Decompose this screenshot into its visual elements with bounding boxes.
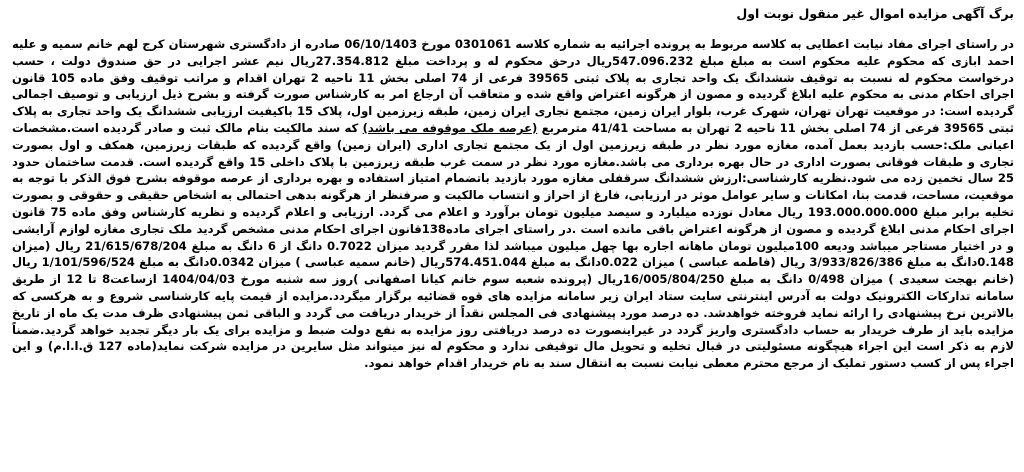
waqf-note: (عرصه ملک موقوفه می باشد) — [362, 120, 538, 135]
notice-title: برگ آگهی مزایده اموال غیر منقول نوبت اول — [736, 6, 1014, 21]
notice-body — [12, 36, 1014, 372]
notice-body-part2: که سند مالکیت بنام مالک ثبت و صادر گردیده است.مشخصات اعیانی ملک:حسب بازدید بعمل آمده، مغازه مورد نظر در طبقه زیرزمین اول از یک مجتمع تجاری اداری (ایران زمین) واقع گردیده که طبقات زیرزمین، همکف و اول بصورت تجاری و طبقات فوقانی بصورت اداری در حال بهره برداری می باشد.مغازه مورد نظر در سمت غرب طبقه زیرزمین با پلاک داخلی 15 واقع گردیده است. قدمت ساختمان حدود 25 سال تخمین زده می شود.نظریه کارشناسی:ارزش ششدانگ سرقفلی مغازه مورد بازدید باتضمام امتیاز استفاده و بهره برداری از عرصه موقوفه بشرح فوق الذکر با توجه به موقعیت، مساحت، قدمت بنا، امکانات و سایر عوامل موثر در ارزیابی، فارغ از احراز و انتساب مالکیت و صرفنظر از هرگونه بدهی احتمالی به اشخاص حقیقی و حقوقی و بصورت تخلیه برابر مبلغ 193.000.000.000 ریال معادل نوزده میلیارد و سیصد میلیون تومان برآورد و اعلام می گردد. ارزیابی و اعلام گردیده و نظریه کارشناس وفق ماده 75 قانون اجرای احکام مدنی ابلاغ گردیده و مصون از هرگونه اعتراض باقی مانده است .در راستای اجرای ماده138قانون اجرای احکام مدنی مشخص گردید ملک تجاری مغازه لوازم آرایشی و در اختیار مستاجر میباشد ودیعه 100میلیون تومان ماهانه اجاره بها چهل میلیون میباشد لذا مقرر گردید میزان 0.7022 دانگ از 6 دانگ به مبلغ 21/615/678/204 ریال (میزان 0.148دانگ به مبلغ 3/933/826/386 ریال (فاطمه عباسی ) میزان 0.022دانگ به مبلغ 574.451.044ریال (خانم سمیه عباسی ) میزان 0.0342دانگ به مبلغ 1/101/596/524 ریال (خانم بهجت سعیدی ) میزان 0/498 دانگ به مبلغ 16/005/804/250ریال (پرونده شعبه سوم خانم کیانا اصفهانی )روز سه شنبه مورخ 1404/04/03 ازساعت8 تا 12 از طریق سامانه تدارکات الکترونیک دولت به آدرس اینترنتی سایت ستاد ایران زیر سامانه مزایده های قوه قضائیه برگزار میگردد.مزایده از قیمت پایه کارشناسی شروع و به هرکسی که بالاترین نرخ پیشنهادی را ارائه نماید فروخته خواهدشد. ده درصد مورد پیشنهادی فی المجلس نقداً از خریدار دریافت می گردد و الباقی ثمن پیشنهادی ظرف مدت یک ماه از تاریخ مزایده باید از طرف خریدار به حساب دادگستری واریز گردد در غیراینصورت ده درصد دریافتی روز مزایده به نفع دولت ضبط و مزایده برای یک بار دیگر تجدید خواهد گردید.ضمناً لازم به ذکر است این اجراء هیچگونه مسئولیتی در قبال تخلیه و تحویل مال توقیفی ندارد و محکوم له نیز میتواند مثل سایرین در مزایده شرکت نماید(ماده 127 ق.ا.ا.م) و این اجراء پس از کسب دستور تملیک از مرجع محترم معطی نیابت نسبت به انتقال سند به نام خریدار اقدام خواهد نمود. — [12, 120, 1015, 371]
notice-body-part1: در راستای اجرای مفاد نیابت اعطایی به کلاسه مربوط به پرونده اجرائیه به شماره کلاسه 0301061 مورخ 06/10/1403 صادره از دادگستری شهرستان کرج لهم خانم سمیه و علیه احمد ابازی که محکوم علیه محکوم است به مبلغ مبلغ 547.096.232ریال درحق محکوم له و پرداخت مبلغ 27.354.812ریال نیم عشر اجرایی در حق صندوق دولت ، حسب درخواست محکوم له نسبت به توقیف ششدانگ یک واحد تجاری به پلاک ثبتی 39565 فرعی از 74 اصلی بخش 11 ناحیه 2 تهران اقدام و مراتب توقیف وفق ماده 105 قانون اجرای احکام مدنی به محکوم علیه ابلاغ گردیده و مصون از هرگونه اعتراض واقع شده و متعاقب آن ارجاع امر به کارشناس صورت گرفته و بشرح ذیل ارزیابی و توصیف اجمالی گردیده است: در موقعیت تهران تهران، شهرک غرب، بلوار ایران زمین، مجتمع تجاری ایران زمین، طبقه زیرزمین اول، پلاک 15 باکیفیت ارزیابی ششدانگ یک واحد تجاری به پلاک ثبتی 39565 فرعی از 74 اصلی بخش 11 ناحیه 2 تهران به مساحت 41/41 مترمربع — [12, 37, 1014, 135]
